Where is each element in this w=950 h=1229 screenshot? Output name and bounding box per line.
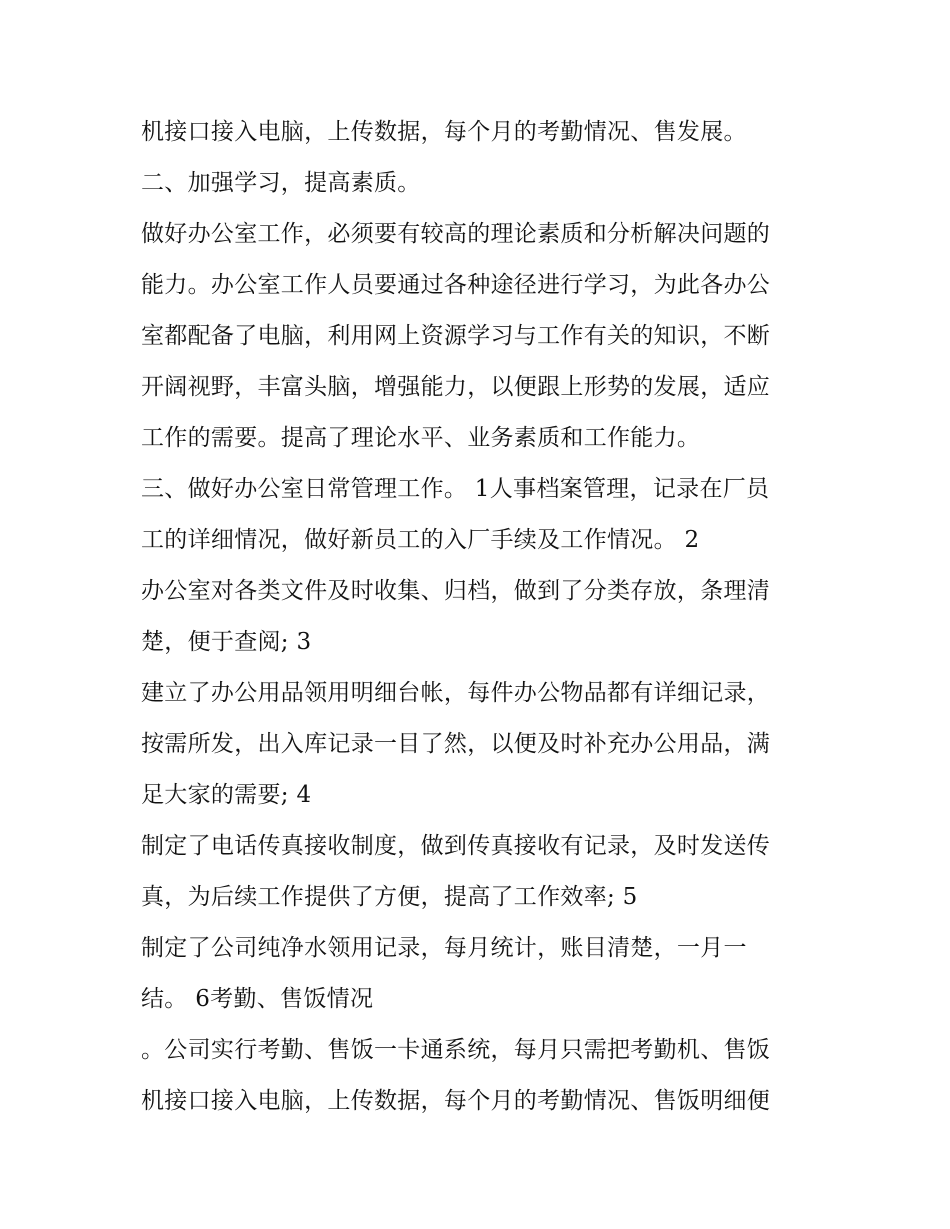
text-line: 做好办公室工作，必须要有较高的理论素质和分析解决问题的 [141, 221, 771, 247]
text-line: 能力。办公室工作人员要通过各种途径进行学习，为此各办公 [141, 272, 771, 298]
text-line: 。公司实行考勤、售饭一卡通系统，每月只需把考勤机、售饭 [141, 1037, 771, 1063]
section-heading: 三、做好办公室日常管理工作。 1人事档案管理，记录在厂员 [141, 476, 770, 502]
text-line: 楚，便于查阅; 3 [141, 629, 312, 655]
text-line: 制定了公司纯净水领用记录，每月统计，账目清楚，一月一 [141, 935, 747, 961]
section-heading: 二、加强学习，提高素质。 [141, 170, 421, 196]
text-line: 开阔视野，丰富头脑，增强能力，以便跟上形势的发展，适应 [141, 374, 771, 400]
text-line: 办公室对各类文件及时收集、归档，做到了分类存放，条理清 [141, 578, 771, 604]
text-line: 机接口接入电脑，上传数据，每个月的考勤情况、售发展。 [141, 119, 747, 145]
document-body [141, 107, 821, 1127]
text-line: 制定了电话传真接收制度，做到传真接收有记录，及时发送传 [141, 833, 771, 859]
text-line: 室都配备了电脑，利用网上资源学习与工作有关的知识，不断 [141, 323, 771, 349]
text-line: 机接口接入电脑，上传数据，每个月的考勤情况、售饭明细便 [141, 1088, 771, 1114]
text-line: 按需所发，出入库记录一目了然，以便及时补充办公用品，满 [141, 731, 771, 757]
text-line: 工的详细情况，做好新员工的入厂手续及工作情况。 2 [141, 527, 700, 553]
text-line: 工作的需要。提高了理论水平、业务素质和工作能力。 [141, 425, 701, 451]
text-line: 真，为后续工作提供了方便，提高了工作效率; 5 [141, 884, 638, 910]
text-line: 结。 6考勤、售饭情况 [141, 986, 374, 1012]
text-line: 建立了办公用品领用明细台帐，每件办公物品都有详细记录， [141, 680, 771, 706]
text-line: 足大家的需要; 4 [141, 782, 312, 808]
